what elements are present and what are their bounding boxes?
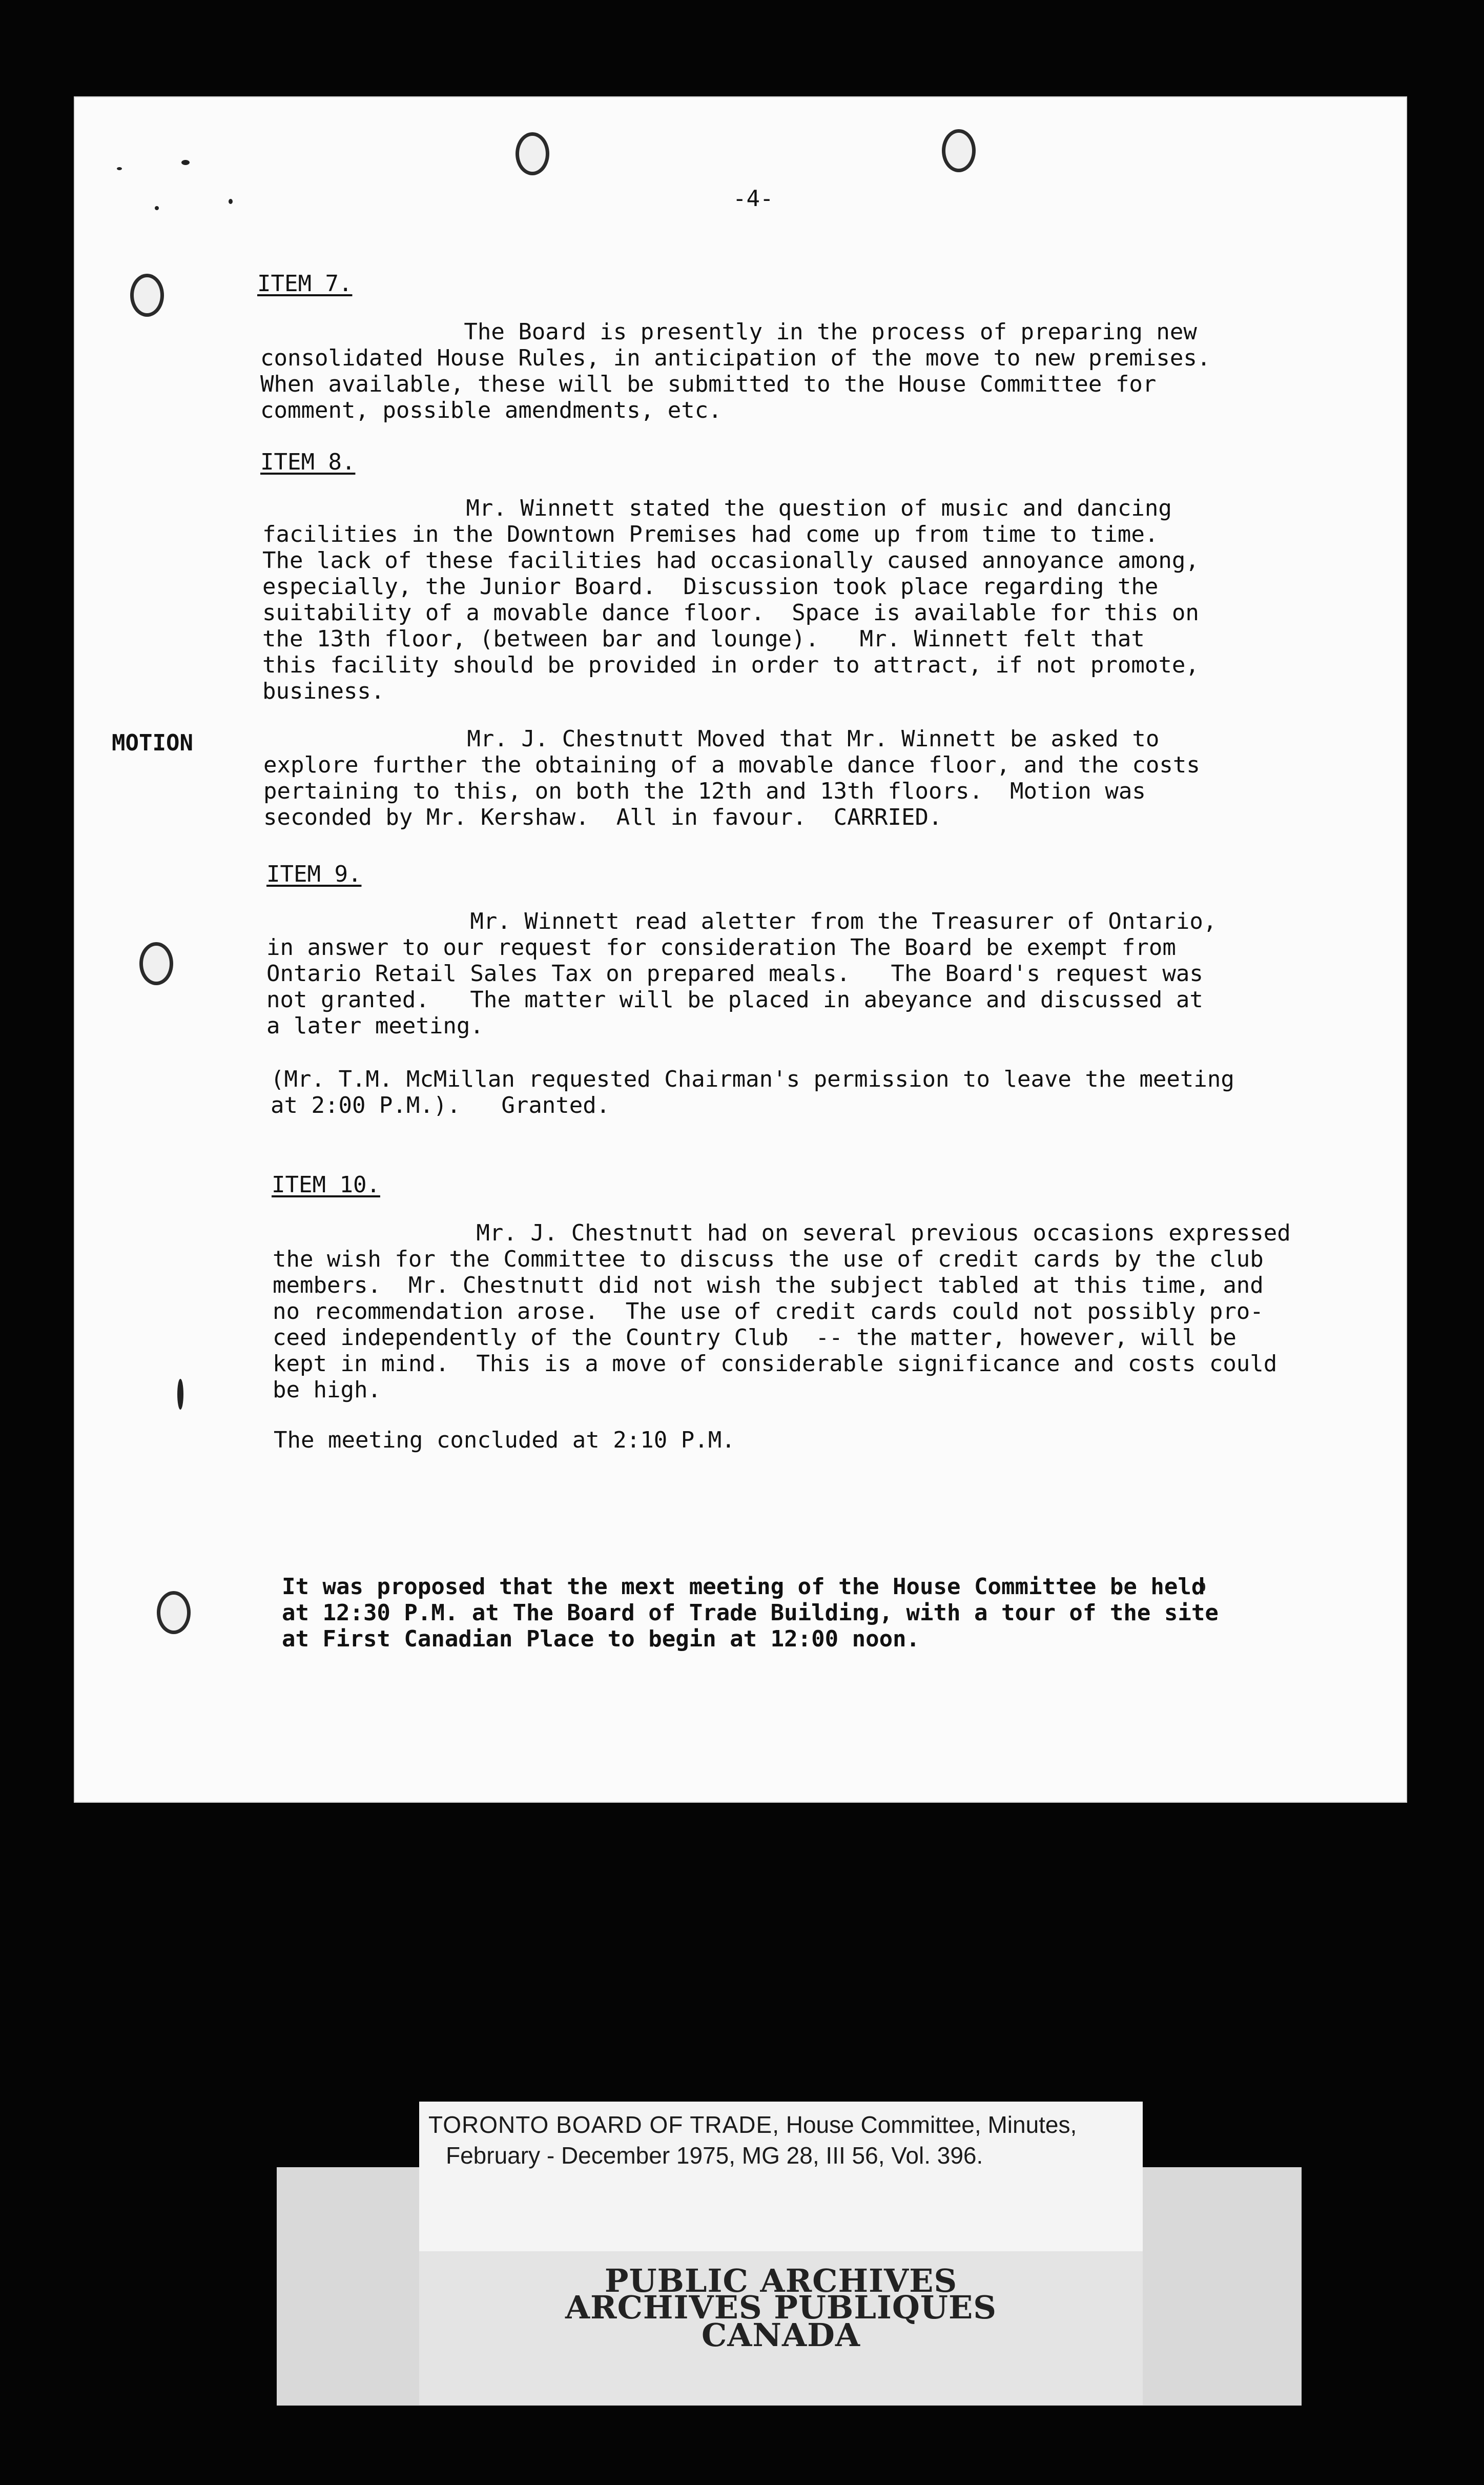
item-7-body: The Board is presently in the process of preparing new consolidated House Rules, in anticipation of the move to new premises. When available, these will be submitted to the House Committee for comment, possible amendments, etc. [260,319,1211,423]
item-10-heading: ITEM 10. [272,1172,380,1198]
mcmillan-note: (Mr. T.M. McMillan requested Chairman's permission to leave the meeting at 2:00 P.M.). Granted. [271,1066,1234,1118]
speck [177,1379,183,1410]
speck [181,160,190,165]
archive-label-title: TORONTO BOARD OF TRADE, [428,2111,779,2138]
punch-hole-top-left [516,132,549,175]
speck [229,199,233,204]
archive-label-line1-rest: House Committee, Minutes, [779,2111,1077,2138]
item-7-heading: ITEM 7. [257,271,353,297]
punch-hole-left-3 [157,1591,191,1634]
stamp-line-canada: CANADA [701,2316,861,2354]
punch-hole-top-right [942,129,976,172]
motion-body: Mr. J. Chestnutt Moved that Mr. Winnett be asked to explore further the obtaining of a movable dance floor, and the costs pertaining to this, on both the 12th and 13th floors. Motion was seconded by Mr. Kershaw. All in favour. CARRIED. [263,726,1200,830]
item-8-body: Mr. Winnett stated the question of music and dancing facilities in the Downtown Premises had come up from time to time. The lack of these facilities had occasionally caused annoyance among, especially, the Junior Board. Discussion took place regarding the suitability of a movable dance floor. Space is available for this on the 13th floor, (between bar and lounge). Mr. Winnett felt that this facility should be provided in order to attract, if not promote, business. [262,495,1199,704]
stamp-line-archives-publiques: ARCHIVES PUBLIQUES [565,2289,997,2326]
punch-hole-left-2 [139,942,173,985]
meeting-concluded: The meeting concluded at 2:10 P.M. [274,1427,735,1453]
item-8-heading: ITEM 8. [260,449,356,475]
next-meeting-note: It was proposed that the mext meeting of the House Committee be held at 12:30 P.M. at The Board of Trade Building, with a tour of the site at First Canadian Place to begin at 12:00 noon. [282,1574,1219,1652]
speck [155,206,159,210]
page-number: -4- [733,186,774,212]
stamp-line-public-archives: PUBLIC ARCHIVES [604,2262,958,2299]
item-10-body: Mr. J. Chestnutt had on several previous occasions expressed the wish for the Committee to discuss the use of credit cards by the club members. Mr. Chestnutt did not wish the subject tabled at this time, and no recommendation arose. The use of credit cards could not possibly pro- ceed independently of the Country Club -- the matter, however, will be kept in mind. This is a move of considerable significance and costs could be high. [273,1220,1291,1403]
item-9-body: Mr. Winnett read aletter from the Treasurer of Ontario, in answer to our request for consideration The Board be exempt from Ontario Retail Sales Tax on prepared meals. The Board's request was not granted. The matter will be placed in abeyance and discussed at a later meeting. [266,908,1217,1039]
item-9-heading: ITEM 9. [266,861,362,887]
motion-margin-label: MOTION [112,730,193,756]
punch-hole-left-1 [130,274,164,317]
archive-label-line-2: February - December 1975, MG 28, III 56, Vol. 396. [446,2142,983,2169]
archive-label-line-1 [428,2111,1077,2138]
speck [117,167,122,170]
